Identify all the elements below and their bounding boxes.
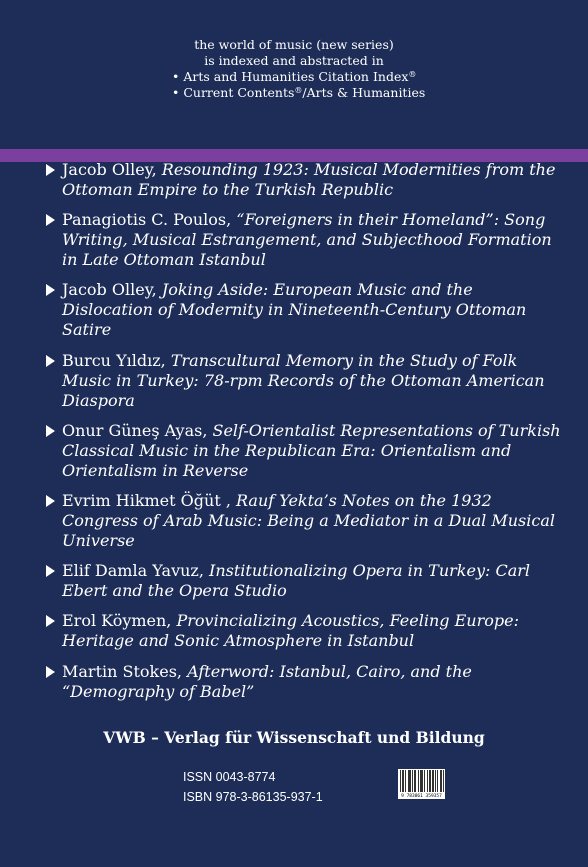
- entry-author: Jacob Olley,: [62, 160, 162, 179]
- entry-title: Transcultural Memory in the Study of Folk Music in Turkey: 78-rpm Records of the Ottoman American Diaspora: [62, 350, 545, 410]
- contents-entry: [46, 662, 566, 702]
- arrow-icon: [46, 565, 55, 577]
- entry-title: Provincializing Acoustics, Feeling Europe: Heritage and Sonic Atmosphere in Istanbul: [62, 611, 519, 651]
- entry-title: Afterword: Istanbul, Cairo, and the “Demography of Babel”: [62, 661, 472, 701]
- arrow-icon: [46, 164, 55, 176]
- entry-author: Erol Köymen,: [62, 611, 177, 631]
- isbn-number: ISBN 978-3-86135-937-1: [183, 790, 323, 804]
- contents-entry: [46, 210, 566, 270]
- entry-title: Resounding 1923: Musical Modernities from the Ottoman Empire to the Turkish Republic: [62, 160, 556, 199]
- entry-author: Jacob Olley,: [62, 280, 162, 300]
- contents-entry: [46, 351, 566, 411]
- entry-author: Burcu Yıldız,: [62, 350, 171, 370]
- contents-entry: [46, 280, 566, 340]
- contents-list: [46, 160, 566, 712]
- entry-author: Elif Damla Yavuz,: [62, 561, 210, 581]
- contents-entry: [46, 491, 566, 551]
- entry-title: Self-Orientalist Representations of Turkish Classical Music in the Republican Era: Orientalism and Orientalism in Reverse: [62, 420, 561, 480]
- arrow-icon: [46, 495, 55, 507]
- issn-number: ISSN 0043-8774: [183, 770, 276, 784]
- entry-title: Institutionalizing Opera in Turkey: Carl Ebert and the Opera Studio: [62, 561, 531, 601]
- identifier-block: [183, 767, 323, 807]
- contents-entry: [46, 611, 566, 651]
- indexed-statement: is indexed and abstracted in: [204, 53, 384, 68]
- isbn-barcode: [398, 769, 445, 799]
- index-item-ahci: • Arts and Humanities Citation Index®: [172, 69, 417, 84]
- barcode-digits: 9 783861 359357: [398, 794, 445, 799]
- arrow-icon: [46, 666, 55, 678]
- index-item-current-contents: • Current Contents®/Arts & Humanities: [172, 85, 426, 100]
- contents-entry: [46, 421, 566, 481]
- series-title: the world of music (new series): [194, 37, 394, 52]
- entry-author: Onur Güneş Ayas,: [62, 420, 213, 440]
- entry-author: Panagiotis C. Poulos,: [62, 210, 237, 230]
- barcode-icon: [398, 769, 445, 794]
- publisher-name: VWB – Verlag für Wissenschaft und Bildung: [103, 728, 485, 747]
- entry-title: Joking Aside: European Music and the Dislocation of Modernity in Nineteenth-Century Ottoman Satire: [62, 280, 527, 340]
- arrow-icon: [46, 284, 55, 296]
- entry-title: Rauf Yekta’s Notes on the 1932 Congress of Arab Music: Being a Mediator in a Dual Musical Universe: [62, 490, 555, 550]
- entry-title: “Foreigners in their Homeland”: Song Writing, Musical Estrangement, and Subjecthood Formation in Late Ottoman Istanbul: [62, 210, 552, 270]
- contents-entry: [46, 561, 566, 601]
- arrow-icon: [46, 425, 55, 437]
- arrow-icon: [46, 355, 55, 367]
- arrow-icon: [46, 214, 55, 226]
- entry-author: Evrim Hikmet Öğüt ,: [62, 490, 237, 510]
- indexing-note: [0, 37, 588, 101]
- arrow-icon: [46, 615, 55, 627]
- contents-entry: [46, 160, 566, 200]
- entry-author: Martin Stokes,: [62, 661, 188, 681]
